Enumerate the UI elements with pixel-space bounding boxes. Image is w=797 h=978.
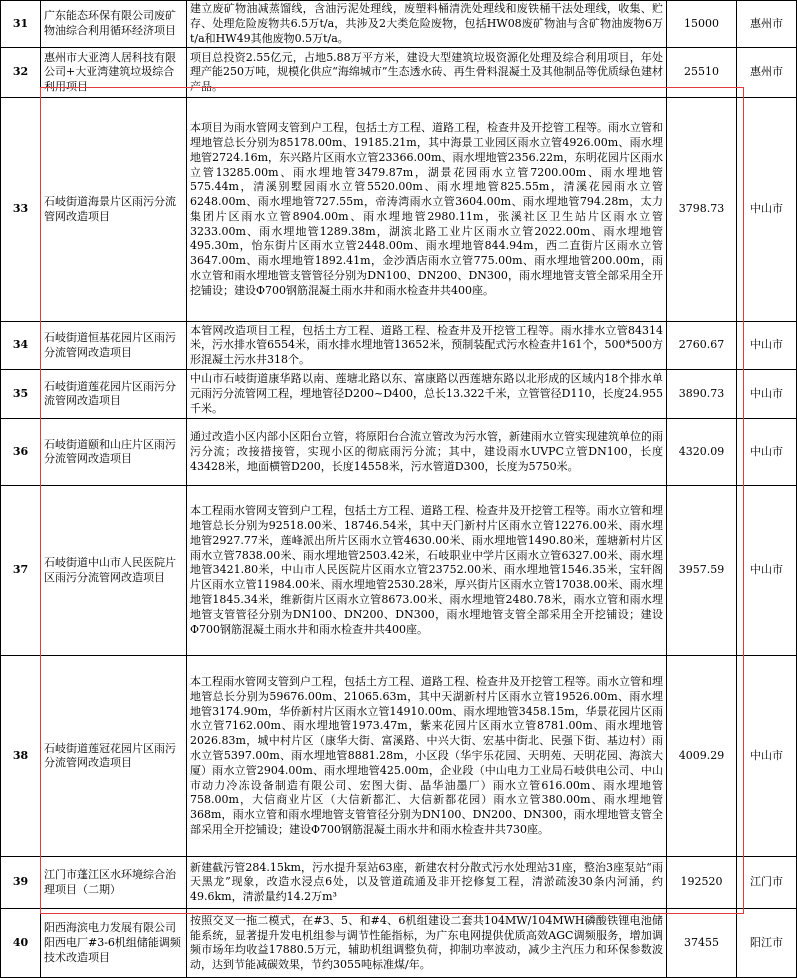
investment-amount: 37455 [667,909,737,978]
project-description: 中山市石岐街道康华路以南、莲塘北路以东、富康路以西莲塘东路以北形成的区域内18个排水单元雨污分流管网工程，埋地管径D200~D400，总长13.322千米，立管管径D110，长度24.955千米。 [187,370,667,419]
project-name: 石岐街道颐和山庄片区雨污分流管网改造项目 [41,419,187,486]
project-description: 本工程雨水管网支管到户工程，包括土方工程、道路工程、检查井及开挖管工程等。雨水立管和埋地管总长分别为59676.00m、21065.63m，其中天湖新村片区雨水立管19526.00m、雨水埋地管3174.90m，华侨新村片区雨水立管14910.00m、雨水埋地管3458.15m，华景花园片区雨水立管7162.00m、雨水埋地管1973.47m，紫来花园片区雨水立管8781.00m、雨水埋地管2026.83m，城中村片区（康华大街、富溪路、中兴大街、宏基中街北、民强下街、基边村）雨水立管5397.00m、雨水埋地管8881.28m，小区段（华宇乐花园、天明苑、天明花园、海滨大厦）雨水立管2904.00m、雨水埋地管425.00m，企业段（中山电力工业局石岐供电公司、中山市动力冷冻设备制造有限公司、宏图大街、晶华油墨厂）雨水立管616.00m、雨水埋地管758.00m，大信商业片区（大信新都汇、大信新都花园）雨水立管380.00m、雨水埋地管368m，雨水立管和雨水埋地管支管管径分别为DN100、DN200、DN300，雨水埋地管支管全部采用全开挖铺设；建设Φ700钢筋混凝土雨水井和雨水检查井共730座。 [187,656,667,857]
row-number: 36 [1,419,41,486]
row-number: 34 [1,322,41,370]
row-number: 32 [1,48,41,98]
project-name: 石岐街道海景片区雨污分流管网改造项目 [41,98,187,322]
project-name: 石岐街道莲花园片区雨污分流管网改造项目 [41,370,187,419]
table-row [1,370,797,419]
investment-amount: 25510 [667,48,737,98]
investment-amount: 3890.73 [667,370,737,419]
project-description: 建立废矿物油减蒸馏线，含油污泥处理线，废塑料桶清洗处理线和废铁桶干法处理线，收集、贮存、处理危险废物共6.5万t/a，共涉及2大类危险废物，包括HW08废矿物油与含矿物油废物6万t/a和HW49其他废物0.5万t/a。 [187,1,667,48]
city: 惠州市 [737,48,797,98]
city: 中山市 [737,370,797,419]
row-number: 38 [1,656,41,857]
project-name: 广东能态环保有限公司废矿物油综合利用循环经济项目 [41,1,187,48]
table-row [1,419,797,486]
project-name: 阳西海滨电力发展有限公司阳西电厂#3-6机组储能调频技术改造项目 [41,909,187,978]
row-number: 33 [1,98,41,322]
project-description: 新建截污管284.15km，污水提升泵站63座，新建农村分散式污水处理站31座，整治3座泵站“雨天黑龙”现象，改造水浸点6处，以及管道疏通及非开挖修复工程，清淤疏浚30条内河涌，约49.6km，清淤量约14.2万m³ [187,857,667,909]
project-name: 石岐街道中山市人民医院片区雨污分流管网改造项目 [41,486,187,656]
row-number: 37 [1,486,41,656]
table-row [1,98,797,322]
investment-amount: 2760.67 [667,322,737,370]
project-description: 本项目为雨水管网支管到户工程，包括土方工程、道路工程，检查井及开挖管工程等。雨水立管和埋地管总长分别为85178.00m、19185.21m，其中海景工业园区雨水立管4926.00m、雨水埋地管2724.16m，东兴路片区雨水立管23366.00m、雨水埋地管2356.22m，东明花园片区雨水立管13285.00m、雨水埋地管3479.87m，湖景花园雨水立管7200.00m、雨水埋地管575.44m，清溪别墅园雨水立管5520.00m、雨水埋地管825.55m，清溪花园雨水立管6248.00m、雨水埋地管727.55m，帝涛湾雨水立管3604.00m、雨水埋地管794.28m，太力集团片区雨水立管8904.00m、雨水埋地管2980.11m，张溪社区卫生站片区雨水立管3233.00m、雨水埋地管1289.38m，湖滨北路工业片区雨水立管2022.00m、雨水埋地管495.30m，怡东街片区雨水立管2448.00m、雨水埋地管844.94m，西二直街片区雨水立管3647.00m、雨水埋地管1892.41m，金沙酒店雨水立管775.00m、雨水埋地管200.00m，雨水立管和雨水埋地管支管管径分别为DN100、DN200、DN300，雨水埋地管支管全部采用全开挖铺设；建设Φ700钢筋混凝土雨水井和雨水检查井共400座。 [187,98,667,322]
row-number: 39 [1,857,41,909]
investment-amount: 3957.59 [667,486,737,656]
table-row [1,48,797,98]
project-description: 项目总投资2.55亿元，占地5.88万平方米，建设大型建筑垃圾资源化处理及综合利用项目，年处理产能250万吨，规模化供应“海绵城市”生态透水砖、再生骨料混凝土及其他制品等优质绿色建材产品。 [187,48,667,98]
table-row [1,1,797,48]
table-row [1,857,797,909]
table-row [1,656,797,857]
investment-amount: 4009.29 [667,656,737,857]
city: 中山市 [737,656,797,857]
row-number: 31 [1,1,41,48]
table-row [1,322,797,370]
investment-amount: 3798.73 [667,98,737,322]
project-description: 本管网改造项目工程，包括土方工程、道路工程、检查井及开挖管工程等。雨水排水立管84314米，污水排水管6554米，雨水排水埋地管13652米，预制装配式污水检查井161个，500*500方形混凝土污水井318个。 [187,322,667,370]
row-number: 40 [1,909,41,978]
project-description: 本工程雨水管网支管到户工程，包括土方工程、道路工程、检查井及开挖管工程等。雨水立管和埋地管总长分别为92518.00米、18746.54米，其中天门新村片区雨水立管12276.00米、雨水埋地管2927.77米，莲峰派出所片区雨水立管4630.00米、雨水埋地管1490.80米，莲塘新村片区雨水立管7838.00米、雨水埋地管2503.42米，石岐职业中学片区雨水立管6327.00米、雨水埋地管3421.80米，中山市人民医院片区雨水立管23752.00米、雨水埋地管1546.35米，宝轩阁片区雨水立管11984.00米、雨水埋地管2530.28米，厚兴街片区雨水立管17038.00米、雨水埋地管1845.34米，维新街片区雨水立管8673.00米、雨水埋地管2480.78米，雨水立管和雨水埋地管支管管径分别为DN100、DN200、DN300，雨水埋地管支管全部采用全开挖铺设；建设Φ700钢筋混凝土雨水井和雨水检查井共400座。 [187,486,667,656]
investment-amount: 4320.09 [667,419,737,486]
project-name: 石岐街道莲冠花园片区雨污分流管网改造项目 [41,656,187,857]
city: 江门市 [737,857,797,909]
city: 惠州市 [737,1,797,48]
investment-amount: 192520 [667,857,737,909]
city: 中山市 [737,419,797,486]
city: 中山市 [737,486,797,656]
project-name: 石岐街道恒基花园片区雨污分流管网改造项目 [41,322,187,370]
project-description: 按照交叉一拖二模式，在#3、5、和#4、6机组建设二套共104MW/104MWH磷酸铁锂电池储能系统，显著提升发电机组参与调节性能指标，为广东电网提供优质高效AGC调频服务，增加调频市场年均收益17880.5万元，辅助机组调整负荷，抑制功率波动，减少主汽压力和环保参数波动，达到节能减碳效果，节约3055吨标准煤/年。 [187,909,667,978]
row-number: 35 [1,370,41,419]
project-name: 江门市蓬江区水环境综合治理项目（二期） [41,857,187,909]
table-row [1,909,797,978]
city: 阳江市 [737,909,797,978]
city: 中山市 [737,322,797,370]
table-row [1,486,797,656]
investment-amount: 15000 [667,1,737,48]
project-description: 通过改造小区内部小区阳台立管，将原阳台合流立管改为污水管，新建雨水立管实现建筑单位的雨污分流；改接措接管，实现小区的彻底雨污分流；其中，建设雨水UVPC立管DN100，长度43428米，地面横管D200，长度14558米，污水管道D300，长度为5750米。 [187,419,667,486]
project-name: 惠州市大亚湾人居科技有限公司+大亚湾建筑垃圾综合利用项目 [41,48,187,98]
city: 中山市 [737,98,797,322]
